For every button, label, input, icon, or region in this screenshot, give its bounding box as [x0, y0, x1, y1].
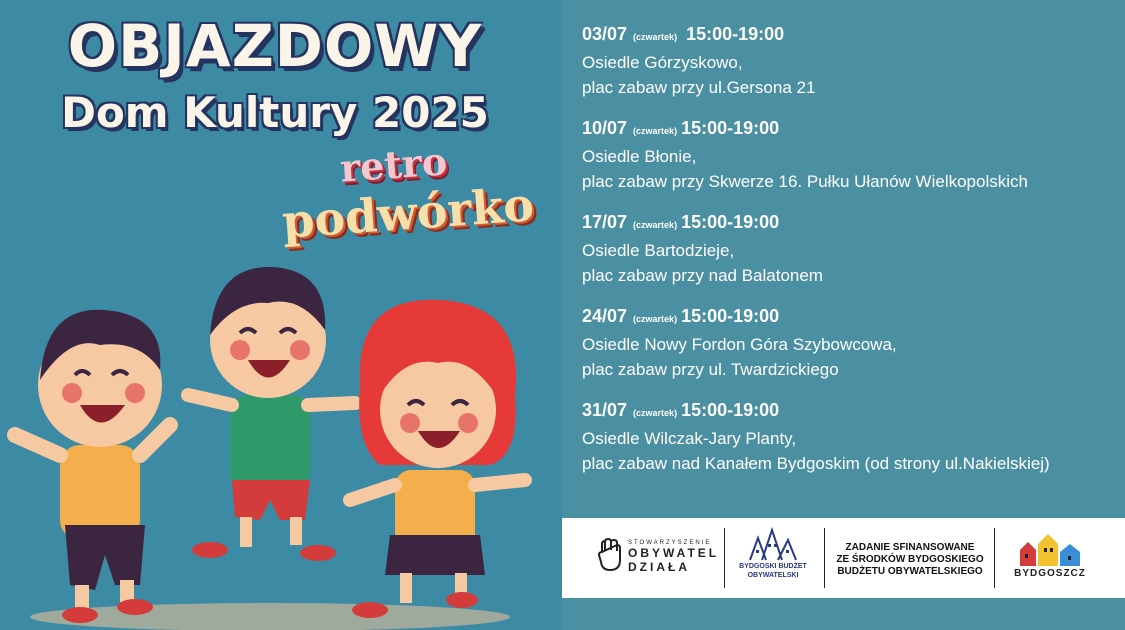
footer-divider	[724, 528, 725, 588]
event-item	[582, 304, 1112, 382]
event-place: Osiedle Nowy Fordon Góra Szybowcowa,	[582, 335, 897, 354]
event-location: plac zabaw przy Skwerze 16. Pułku Ułanów Wielkopolskich	[582, 172, 1028, 191]
event-item	[582, 22, 1112, 100]
event-item	[582, 116, 1112, 194]
event-location: plac zabaw nad Kanałem Bydgoskim (od strony ul.Nakielskiej)	[582, 454, 1050, 473]
obywatel-dziala-logo: STOWARZYSZENIE OBYWATEL DZIAŁA	[628, 540, 720, 574]
bbo-logo-text: BYDGOSKI BUDŻET OBYWATELSKI	[739, 563, 807, 579]
bydgoszcz-logo-icon	[1018, 532, 1084, 568]
kids-illustration	[0, 255, 560, 630]
event-day: (czwartek)	[633, 408, 678, 418]
event-date: 24/07	[582, 306, 628, 326]
footer-divider	[994, 528, 995, 588]
retro-label: retro	[338, 138, 449, 191]
funding-note: ZADANIE SFINANSOWANE ZE ŚRODKÓW BYDGOSKIEGO BUDŻETU OBYWATELSKIEGO	[836, 542, 984, 577]
event-date: 31/07	[582, 400, 628, 420]
poster-subtitle: Dom Kultury 2025	[61, 88, 489, 137]
event-date: 10/07	[582, 118, 628, 138]
boy-middle-figure	[188, 267, 355, 561]
bbo-logo-icon	[748, 526, 798, 562]
boy-left-figure	[15, 310, 170, 623]
event-day: (czwartek)	[633, 314, 678, 324]
event-place: Osiedle Górzyskowo,	[582, 53, 743, 72]
event-place: Osiedle Wilczak-Jary Planty,	[582, 429, 797, 448]
podworko-label: podwórko	[280, 177, 536, 249]
event-item	[582, 398, 1112, 476]
event-date: 17/07	[582, 212, 628, 232]
poster-title: OBJAZDOWY	[67, 12, 483, 80]
footer-divider	[824, 528, 825, 588]
girl-figure	[350, 300, 525, 618]
event-day: (czwartek)	[633, 220, 678, 230]
event-schedule	[582, 22, 1112, 492]
event-time: 15:00-19:00	[681, 118, 780, 138]
event-location: plac zabaw przy ul.Gersona 21	[582, 78, 816, 97]
event-location: plac zabaw przy nad Balatonem	[582, 266, 823, 285]
event-place: Osiedle Błonie,	[582, 147, 697, 166]
event-time: 15:00-19:00	[686, 24, 785, 44]
event-date: 03/07	[582, 24, 628, 44]
event-time: 15:00-19:00	[681, 212, 780, 232]
event-item	[582, 210, 1112, 288]
event-time: 15:00-19:00	[681, 400, 780, 420]
hand-logo-icon	[598, 538, 624, 572]
event-location: plac zabaw przy ul. Twardzickiego	[582, 360, 839, 379]
bydgoszcz-logo-text: BYDGOSZCZ	[1014, 568, 1086, 579]
event-time: 15:00-19:00	[681, 306, 780, 326]
event-day: (czwartek)	[633, 126, 678, 136]
event-day: (czwartek)	[633, 32, 678, 42]
event-place: Osiedle Bartodzieje,	[582, 241, 735, 260]
